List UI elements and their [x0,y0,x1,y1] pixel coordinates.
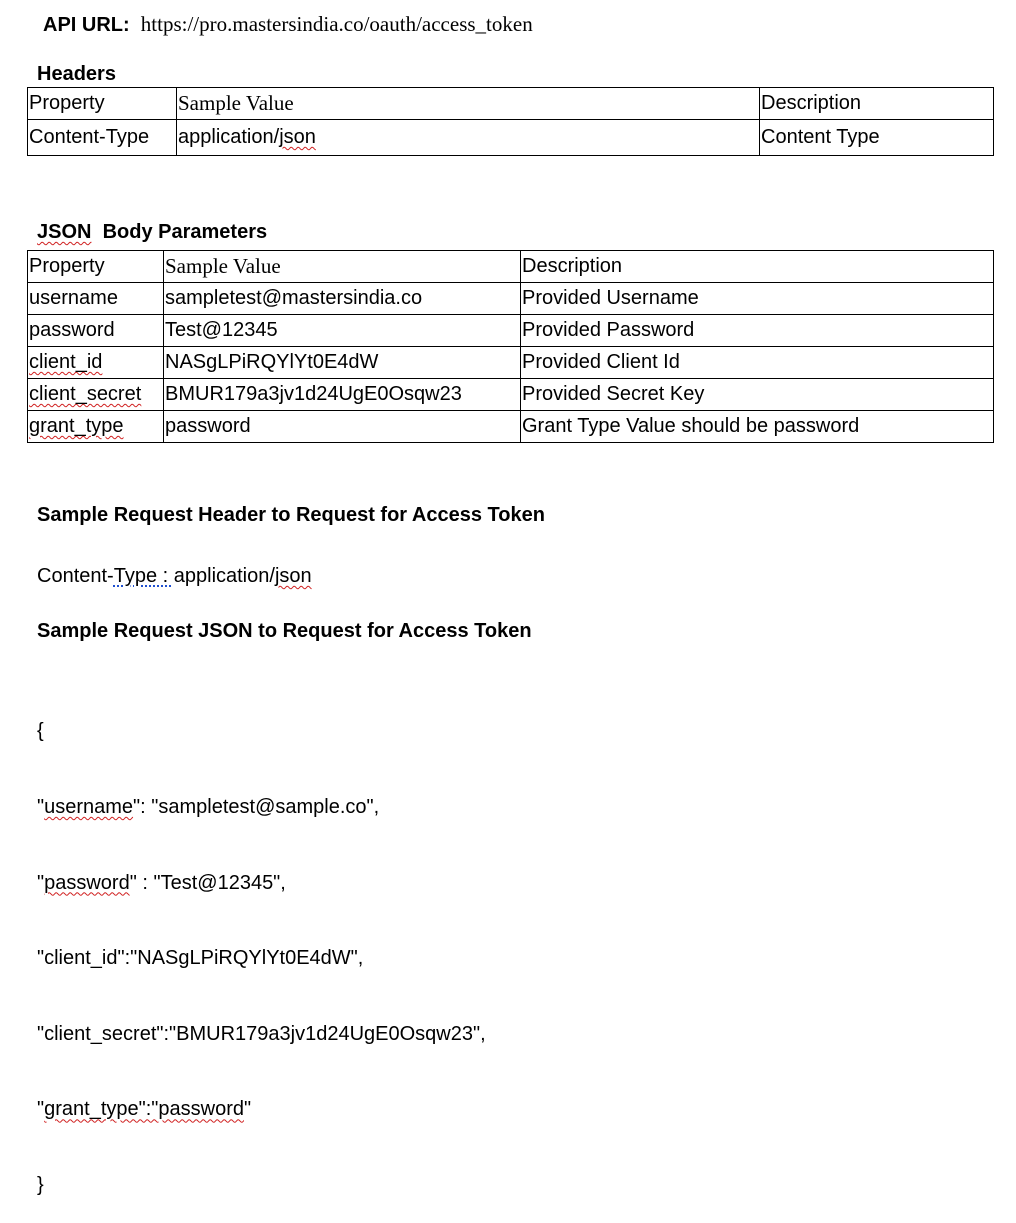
json-line-client-id [37,946,486,971]
table-cell-description: Provided Password [521,315,994,347]
property-grant-type: grant_type [29,415,124,437]
body-params-heading-rest: Body Parameters [102,221,268,243]
table-cell-property [28,411,164,443]
sample-header-heading: Sample Request Header to Request for Access Token [37,504,545,526]
table-cell-sample-value: BMUR179a3jv1d24UgE0Osqw23 [164,379,521,411]
json-line-client-secret [37,1022,486,1047]
json-value: ":"NASgLPiRQYlYt0E4dW", [117,947,364,970]
body-params-heading-json: JSON [37,221,92,243]
json-value: " : "Test@12345", [129,871,286,894]
json-value: ":"BMUR179a3jv1d24UgE0Osqw23", [156,1022,486,1045]
table-cell-property [28,379,164,411]
json-open-brace: { [37,720,44,743]
table-row [28,347,994,379]
headers-table [27,87,994,156]
table-cell-sample-value: Test@12345 [164,315,521,347]
property-client-id: client_id [29,351,103,373]
table-cell-description: Provided Secret Key [521,379,994,411]
sample-header-separator: : [157,565,174,587]
api-url-separator: : [123,14,130,36]
json-key: client_id [44,947,118,970]
sample-header-key-text: Type [113,565,158,587]
api-url-label: API URL [43,14,123,36]
table-cell-description: Provided Username [521,283,994,315]
sample-json-code [37,669,486,1223]
table-cell-property: password [28,315,164,347]
sample-json-heading: Sample Request JSON to Request for Access Token [37,620,532,642]
json-line-password [37,871,486,896]
json-key: password [44,871,130,894]
table-cell-property: Content-Type [28,120,177,156]
headers-heading: Headers [37,63,116,85]
json-key: username [44,796,134,818]
column-header-sample-value: Sample Value [177,88,760,120]
content-type-value [178,126,316,148]
sample-header-key [114,565,174,587]
table-row [28,120,994,156]
table-cell-property [28,347,164,379]
headers-table-header-row [28,88,994,120]
json-key: client_secret [44,1022,157,1045]
json-line-grant-type [37,1097,486,1122]
table-row [28,283,994,315]
table-cell-property: username [28,283,164,315]
table-cell-sample-value: NASgLPiRQYlYt0E4dW [164,347,521,379]
json-quote: " [37,796,45,818]
api-url-value: https://pro.mastersindia.co/oauth/access_token [140,12,533,36]
table-cell-description: Grant Type Value should be password [521,411,994,443]
json-key: grant_type":"password [44,1098,244,1121]
column-header-property: Property [28,251,164,283]
sample-header-value-prefix: application/ [173,565,275,587]
body-params-heading [37,219,267,245]
content-type-value-prefix: application/ [178,126,280,148]
table-row [28,379,994,411]
json-line-username [37,795,486,820]
sample-header-prefix: Content- [37,565,114,587]
sample-header-line [37,563,312,589]
table-cell-sample-value: password [164,411,521,443]
column-header-description: Description [760,88,994,120]
content-type-value-word: json [279,126,316,148]
json-quote: " [37,947,45,970]
column-header-description: Description [521,251,994,283]
body-table-header-row [28,251,994,283]
json-quote: " [37,1098,45,1121]
table-row [28,315,994,347]
json-quote: " [37,1022,45,1045]
column-header-property: Property [28,88,177,120]
column-header-sample-value: Sample Value [164,251,521,283]
sample-header-value-word: json [274,565,312,587]
table-cell-sample-value: sampletest@mastersindia.co [164,283,521,315]
json-value: " [243,1098,252,1121]
body-params-table [27,250,994,443]
table-row [28,411,994,443]
property-client-secret: client_secret [29,383,142,405]
table-cell-description: Provided Client Id [521,347,994,379]
json-value: ": "sampletest@sample.co", [133,796,380,818]
json-close-brace: } [37,1173,44,1196]
table-cell-sample-value [177,120,760,156]
table-cell-description: Content Type [760,120,994,156]
api-url-line [43,10,533,39]
json-quote: " [37,871,45,894]
